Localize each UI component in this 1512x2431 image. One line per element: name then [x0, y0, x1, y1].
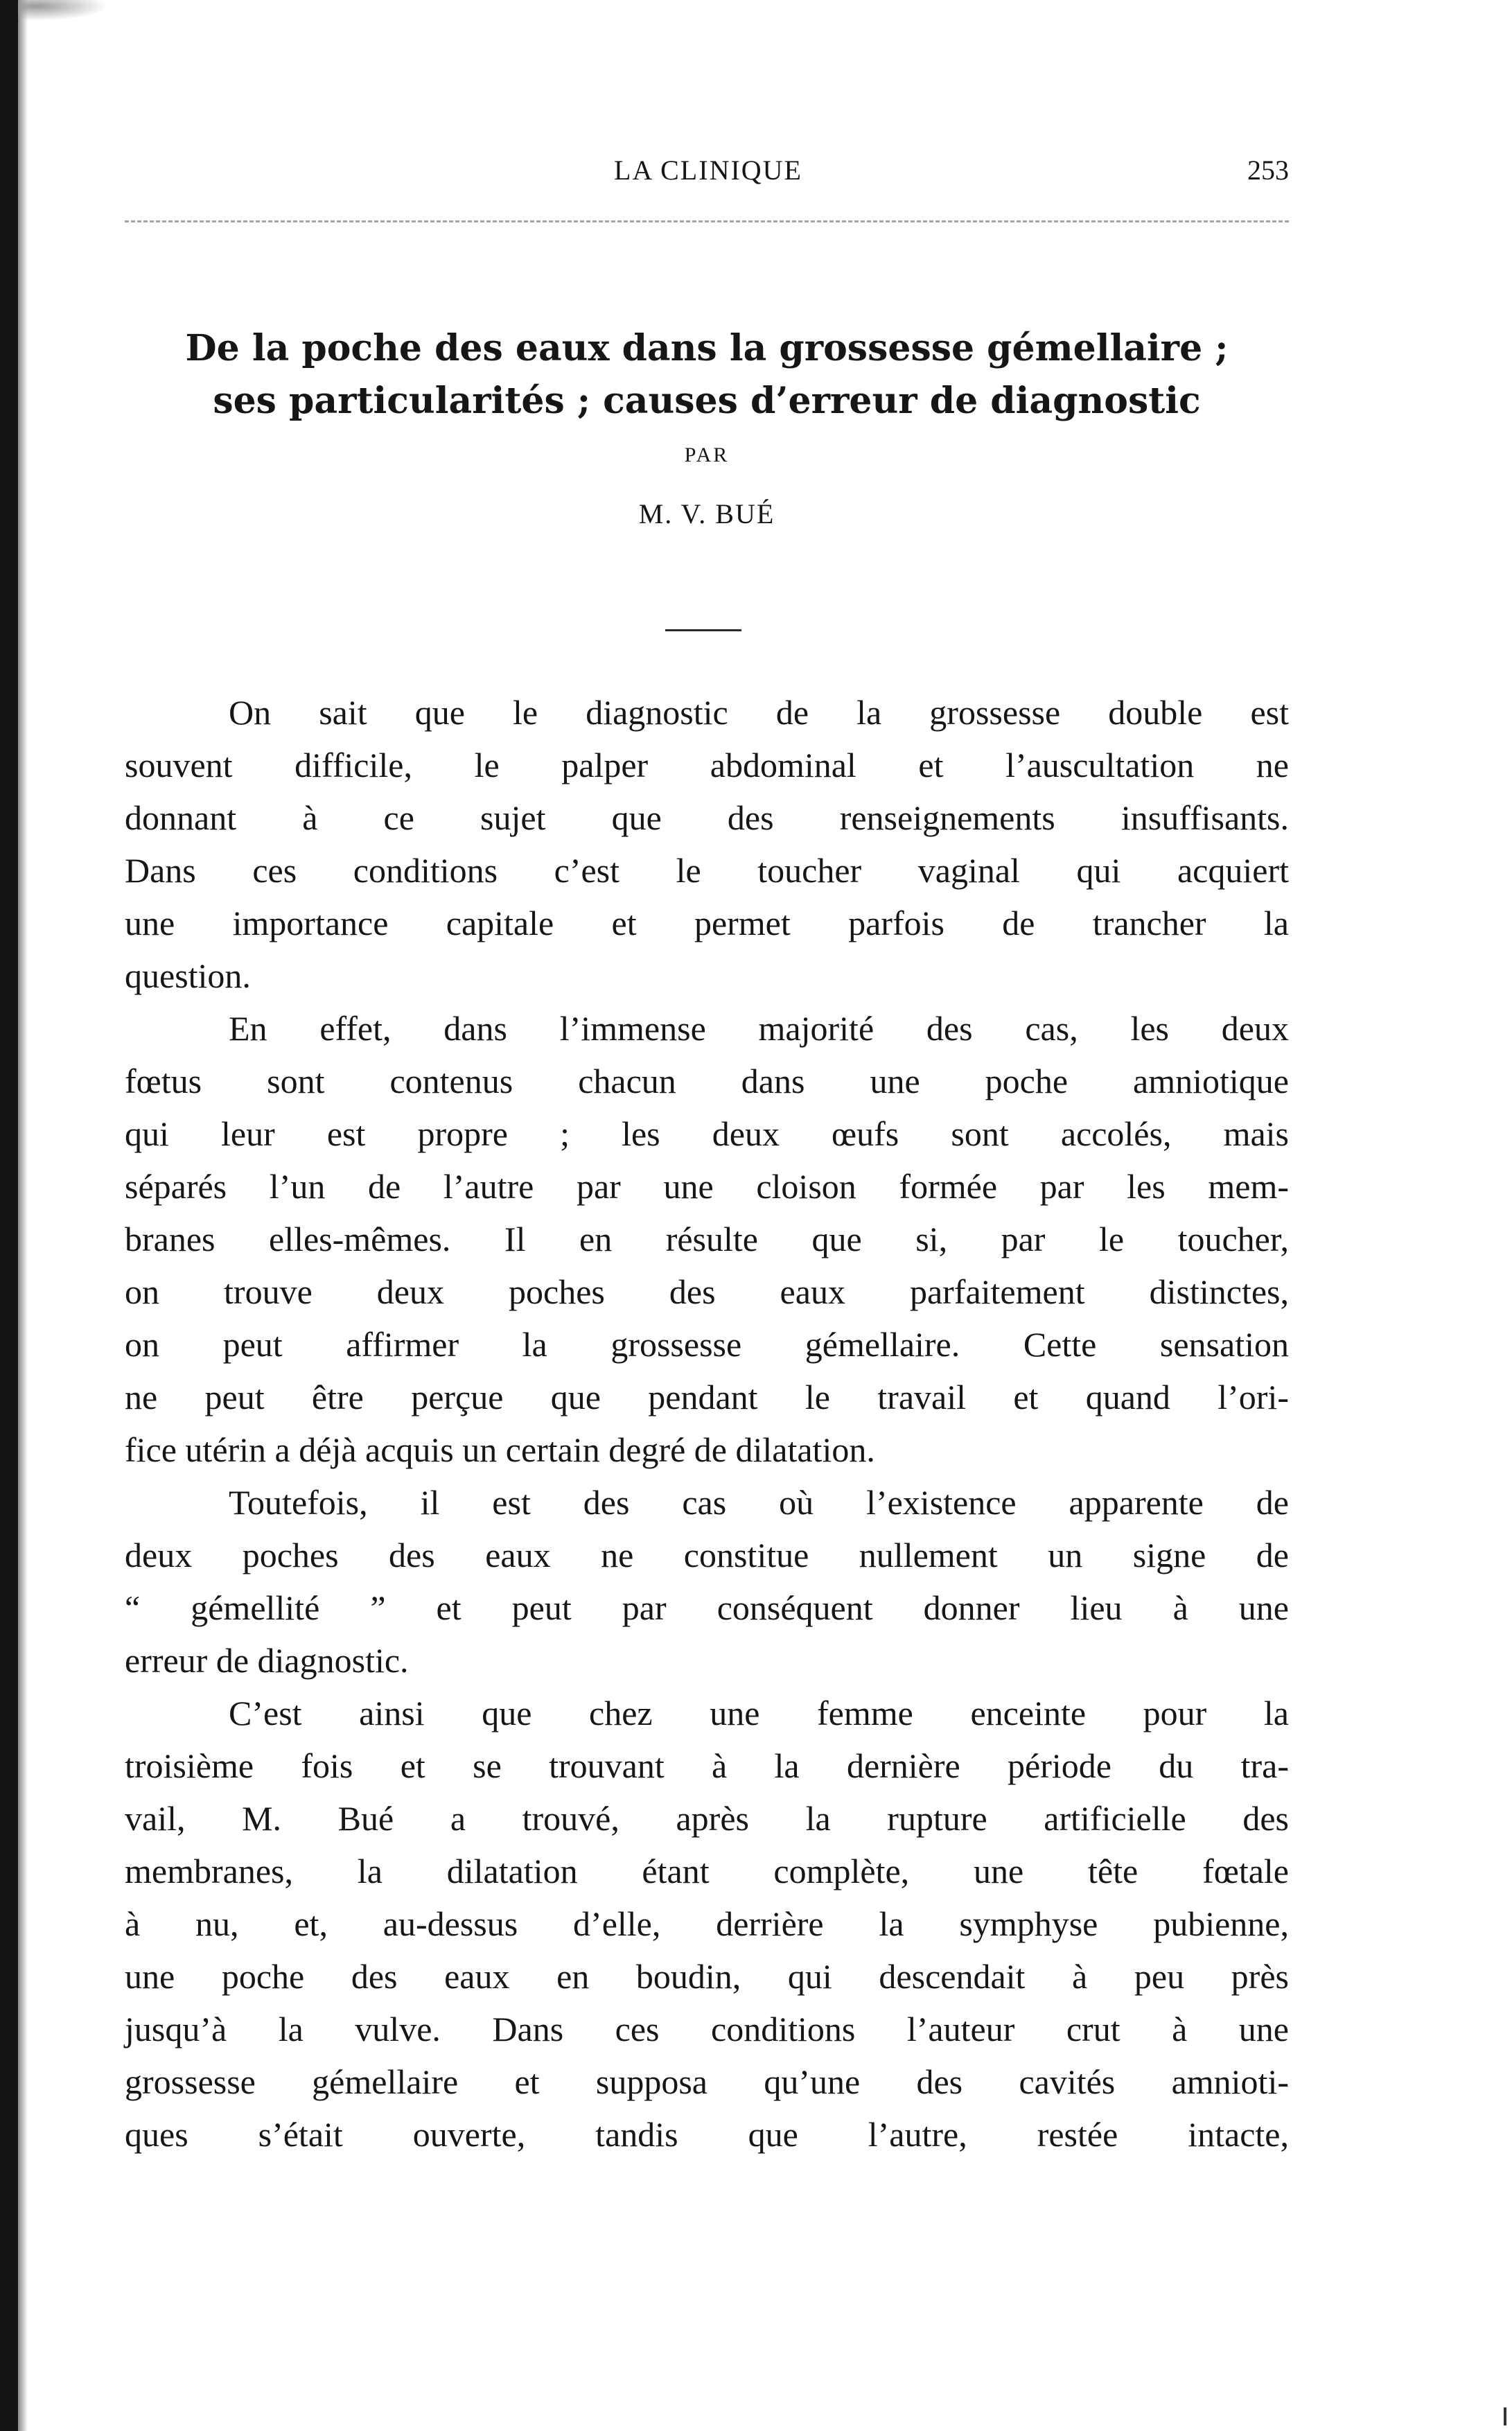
- text-line: fice utérin a déjà acquis un certain degré de dilatation.: [125, 1430, 875, 1469]
- text-line: membranes, la dilatation étant complète, une tête fœtale: [125, 1852, 1289, 1890]
- byline-par: PAR: [684, 444, 730, 466]
- text-line: C’est ainsi que chez une femme enceinte pour la: [229, 1694, 1289, 1732]
- paragraph: [125, 686, 1289, 1002]
- scanned-page-edge: [0, 0, 18, 2431]
- paragraph: [125, 1476, 1289, 1687]
- text-line: ques s’était ouverte, tandis que l’autre, restée intacte,: [125, 2115, 1289, 2154]
- paragraph: [125, 1002, 1289, 1476]
- scan-mark: [1504, 2407, 1506, 2425]
- text-line: branes elles-mêmes. Il en résulte que si, par le toucher,: [125, 1220, 1289, 1258]
- text-line: on trouve deux poches des eaux parfaitement distinctes,: [125, 1272, 1289, 1311]
- page-number: 253: [1247, 155, 1289, 186]
- text-line: vail, M. Bué a trouvé, après la rupture artificielle des: [125, 1799, 1289, 1838]
- text-line: une poche des eaux en boudin, qui descendait à peu près: [125, 1957, 1289, 1996]
- author-name: M. V. BUÉ: [638, 498, 775, 529]
- header-rule: [125, 220, 1289, 222]
- text-line: grossesse gémellaire et supposa qu’une des cavités amnioti-: [125, 2062, 1289, 2101]
- text-line: jusqu’à la vulve. Dans ces conditions l’auteur crut à une: [125, 2010, 1289, 2048]
- text-line: on peut affirmer la grossesse gémellaire. Cette sensation: [125, 1325, 1289, 1364]
- running-head: [125, 154, 1289, 195]
- text-line: erreur de diagnostic.: [125, 1641, 409, 1680]
- text-line: deux poches des eaux ne constitue nullement un signe de: [125, 1536, 1289, 1574]
- article-title: [125, 322, 1289, 428]
- text-line: donnant à ce sujet que des renseignements insuffisants.: [125, 798, 1289, 837]
- text-line: séparés l’un de l’autre par une cloison formée par les mem-: [125, 1167, 1289, 1206]
- text-line: Dans ces conditions c’est le toucher vaginal qui acquiert: [125, 851, 1289, 890]
- article-title-line: De la poche des eaux dans la grossesse gémellaire ;: [185, 326, 1229, 369]
- text-line: Toutefois, il est des cas où l’existence apparente de: [229, 1483, 1289, 1522]
- scan-speckle: [18, 0, 108, 21]
- text-line: à nu, et, au-dessus d’elle, derrière la symphyse pubienne,: [125, 1904, 1289, 1943]
- text-line: fœtus sont contenus chacun dans une poche amniotique: [125, 1062, 1289, 1100]
- paragraph: [125, 1687, 1289, 2161]
- text-line: souvent difficile, le palper abdominal et l’auscultation ne: [125, 746, 1289, 784]
- page-edge-shadow: [18, 0, 28, 2431]
- article-title-line: ses particularités ; causes d’erreur de diagnostic: [213, 379, 1201, 422]
- running-head-title: LA CLINIQUE: [614, 155, 802, 186]
- article-body: [125, 686, 1289, 2161]
- text-line: En effet, dans l’immense majorité des cas, les deux: [229, 1009, 1289, 1048]
- text-line: question.: [125, 956, 251, 995]
- title-separator-rule: [665, 629, 741, 631]
- text-line: qui leur est propre ; les deux œufs sont accolés, mais: [125, 1114, 1289, 1153]
- text-line: ne peut être perçue que pendant le travail et quand l’ori-: [125, 1378, 1289, 1416]
- text-line: une importance capitale et permet parfois de trancher la: [125, 904, 1289, 942]
- text-line: On sait que le diagnostic de la grossesse double est: [229, 693, 1289, 732]
- text-line: troisième fois et se trouvant à la dernière période du tra-: [125, 1746, 1289, 1785]
- text-line: “ gémellité ” et peut par conséquent donner lieu à une: [125, 1588, 1289, 1627]
